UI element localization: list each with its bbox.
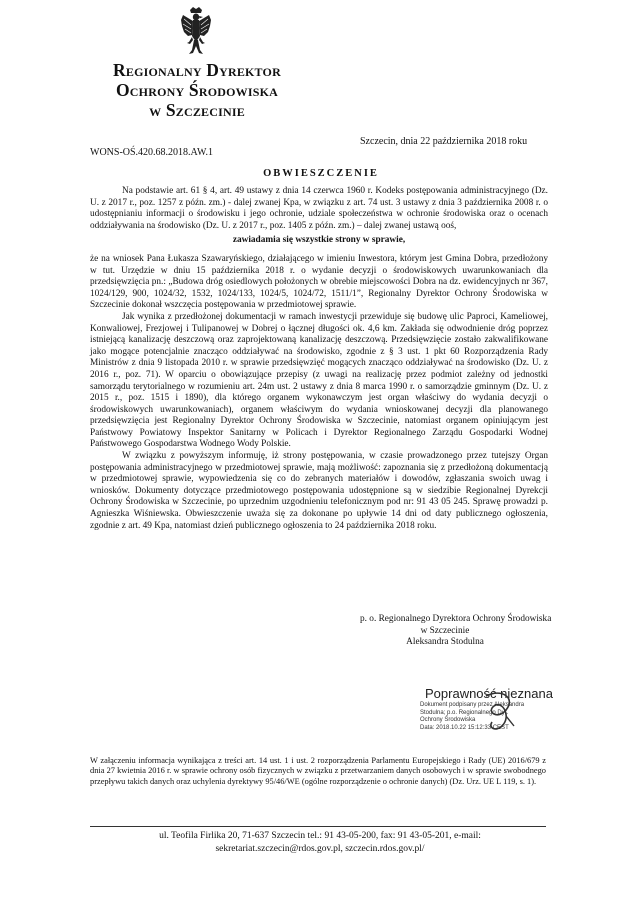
place-date: Szczecin, dnia 22 października 2018 roku — [360, 136, 528, 147]
validity-line: Data: 2018.10.22 15:12:33 CEST — [420, 724, 509, 731]
office-line-1: Regionalny Dyrektor — [113, 60, 281, 80]
signature-title: p. o. Regionalnego Dyrektora Ochrony Środowiska — [360, 614, 552, 624]
office-line-3: w Szczecinie — [149, 100, 245, 120]
footer-contact — [60, 830, 580, 856]
footer-email-web: sekretariat.szczecin@rdos.gov.pl, szczecin.rdos.gov.pl/ — [215, 844, 425, 854]
notice-heading: zawiadamia się wszystkie strony w sprawie, — [232, 235, 406, 246]
document-body — [90, 186, 548, 532]
gdpr-note: W załączeniu informacja wynikająca z treści art. 14 ust. 1 i ust. 2 rozporządzenia Parlamentu Europejskiego i Rady (UE) 2016/679 z dnia 27 kwietnia 2016 r. w sprawie ochrony osób fizycznych w związku z przetwarzaniem danych osobowych i w sprawie swobodnego przepływu takich danych oraz uchylenia dyrektywy 95/46/WE (ogólne rozporządzenie o ochronie danych) (Dz. Urz. UE L 119, s. 1). — [90, 756, 546, 786]
signature-block — [360, 614, 552, 649]
validity-line: Ochrony Środowiska — [420, 717, 476, 723]
application-paragraph: że na wniosek Pana Łukasza Szawaryńskiego, działającego w imieniu Inwestora, którym jest Gmina Dobra, przedłożony w tut. Urzędzie w dniu 15 października 2018 r. o wydanie decyzji o środowiskowych uwarunkowaniach dla przedsięwzięcia pn.: „Budowa dróg osiedlowych położonych w obrebie miejscowości Dobra na dz. ewidencyjnych nr 367, 1024/129, 900, 1024/32, 1532, 1024/133, 1024/5, 1024/72, 1511/1”, Regionalny Dyrektor Ochrony Środowiska w Szczecinie dokonał wszczęcia postępowania w przedmiotowej sprawie. — [90, 253, 548, 311]
case-number: WONS-OŚ.420.68.2018.AW.1 — [90, 147, 213, 158]
document-title: OBWIESZCZENIE — [263, 168, 379, 179]
signature-name: Aleksandra Stodulna — [406, 637, 484, 648]
signature-validity-details — [420, 702, 570, 732]
office-heading — [86, 60, 308, 120]
signature-location: w Szczecinie — [420, 625, 470, 636]
polish-eagle-emblem-icon — [180, 6, 212, 58]
legal-basis-paragraph: Na podstawie art. 61 § 4, art. 49 ustawy z dnia 14 czerwca 1960 r. Kodeks postępowania administracyjnego (Dz. U. z 2017 r., poz. 1257 z późn. zm.) - dalej zwanej Kpa, w związku z art. 74 ust. 3 ustawy z dnia 3 października 2008 r. o udostępnianiu informacji o środowisku i jego ochronie, udziale społeczeństwa w ochronie środowiska oraz o ocenach oddziaływania na środowisko (Dz. U. z 2017 r., poz. 1405 z późn. zm.) – dalej zwanej ustawą ooś, — [90, 186, 548, 231]
validity-line: Dokument podpisany przez Aleksandra — [420, 702, 525, 708]
validity-line: Stodulna; p.o. Regionalnego Dyr. — [420, 709, 509, 716]
footer-address: ul. Teofila Firlika 20, 71-637 Szczecin tel.: 91 43-05-200, fax: 91 43-05-201, e-mail: — [159, 831, 481, 841]
project-description-paragraph: Jak wynika z przedłożonej dokumentacji w ramach inwestycji przewiduje się budowę ulic Paproci, Kameliowej, Konwaliowej, Frezjowej i Tulipanowej w Dobrej o łącznej długości ok. 4,6 km. Zakłada się odwodnienie dróg poprzez istniejącą kanalizację deszczową oraz zaprojektowaną kanalizację deszczową. Przedsięwzięcie zostało zakwalifikowane jako mogące potencjalnie znacząco oddziaływać na środowisko, zgodnie z § 3 ust. 1 pkt 60 Rozporządzenia Rady Ministrów z dnia 9 listopada 2010 r. w sprawie przedsięwzięć mogących znacząco oddziaływać na środowisko (Dz. U. z 2016 r., poz. 71). W oparciu o obowiązujące przepisy (z uwagi na realizację przez podmiot zależny od jednostki samorządu terytorialnego w rozumieniu art. 24m ust. 2 ustawy z dnia 8 marca 1990 r. o samorządzie gminnym (Dz. U. z 2015 r., poz. 1515 i 1890), dla którego organem wykonawczym jest organ właściwy do wydania decyzji o środowiskowych uwarunkowaniach), organem właściwym do wydania wnioskowanej decyzji dla planowanego przedsięwzięcia jest Regionalny Dyrektor Ochrony Środowiska w Szczecinie, natomiast organem opiniującym jest Państwowy Powiatowy Inspektor Sanitarny w Policach i Dyrektor Regionalnego Zarządu Gospodarki Wodnej Państwowego Gospodarstwa Wodnego Wody Polskie. — [90, 311, 548, 450]
signature-validity-status: Poprawność nieznana — [425, 686, 553, 701]
footer-divider — [90, 826, 546, 827]
office-line-2: Ochrony Środowiska — [116, 80, 278, 100]
parties-rights-paragraph: W związku z powyższym informuję, iż strony postępowania, w czasie prowadzonego przez tutejszy Organ postępowania administracyjnego w przedmiotowej sprawie, mają możliwość: zapoznania się z przedłożoną dokumentacją w przedmiotowej sprawie, wypowiedzenia się co do zebranych materiałów i dowodów, zgłaszania swoich uwag i wniosków. Dokumenty dotyczące przedmiotowego postępowania udostępnione są w siedzibie Regionalnej Dyrekcji Ochrony Środowiska w Szczecinie, po uprzednim uzgodnieniu telefonicznym pod nr: 91 43 05 245. Sprawę prowadzi p. Agnieszka Wiśniewska. Obwieszczenie uważa się za dokonane po upływie 14 dni od daty publicznego ogłoszenia, zgodnie z art. 49 Kpa, natomiast dzień publicznego ogłoszenia to 24 października 2018 roku. — [90, 451, 548, 531]
